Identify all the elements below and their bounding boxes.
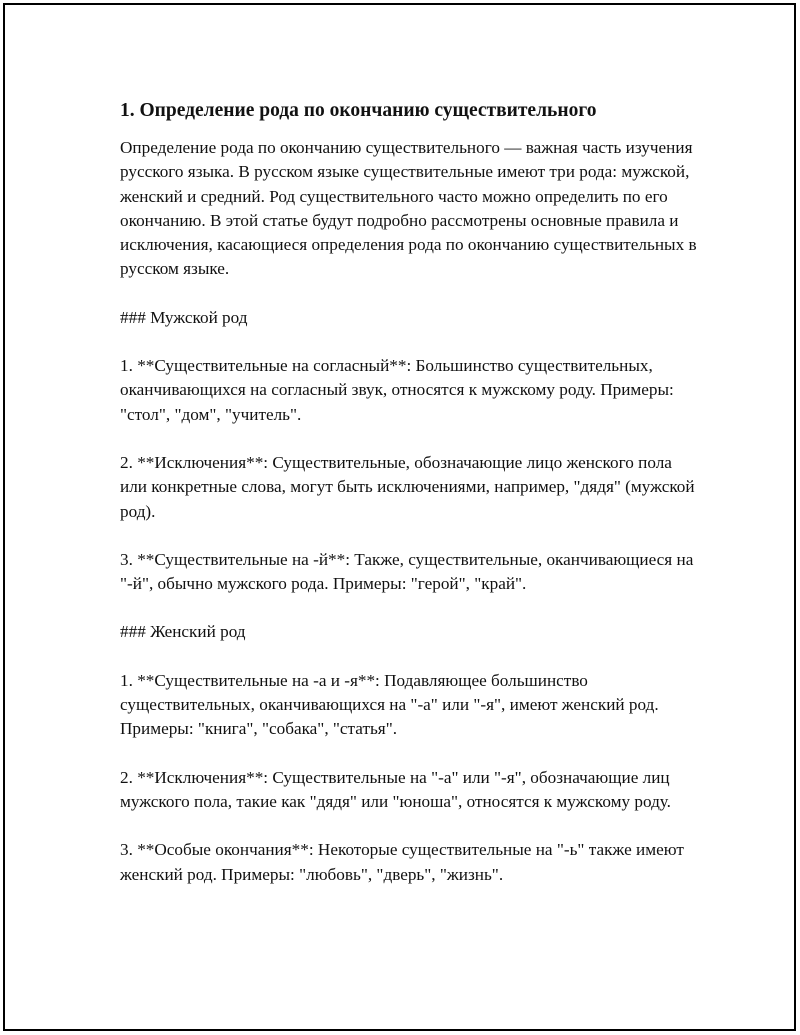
list-item-feminine-1: 1. **Существительные на -а и -я**: Подавляющее большинство существительных, оканчивающихся на "-а" или "-я", имеют женский род. Примеры: "книга", "собака", "статья".	[120, 670, 659, 739]
section-heading-feminine: ### Женский род	[120, 622, 246, 642]
list-item-feminine-2: 2. **Исключения**: Существительные на "-а" или "-я", обозначающие лиц мужского пола, такие как "дядя" или "юноша", относятся к мужскому роду.	[120, 767, 671, 811]
section-heading-masculine: ### Мужской род	[120, 307, 248, 327]
list-item-masculine-2: 2. **Исключения**: Существительные, обозначающие лицо женского пола или конкретные слова, могут быть исключениями, например, "дядя" (мужской род).	[120, 452, 695, 521]
document-title: 1. Определение рода по окончанию существительного	[120, 100, 597, 121]
intro-paragraph: Определение рода по окончанию существительного — важная часть изучения русского языка. В русском языке существительные имеют три рода: мужской, женский и средний. Род существительного часто можно определить по его окончанию. В этой статье будут подробно рассмотрены основные правила и исключения, касающиеся определения рода по окончанию существительных в русском языке.	[120, 138, 697, 279]
document-content	[120, 98, 700, 887]
list-item-masculine-1: 1. **Существительные на согласный**: Большинство существительных, оканчивающихся на согласный звук, относятся к мужскому роду. Примеры: "стол", "дом", "учитель".	[120, 356, 674, 424]
list-item-masculine-3: 3. **Существительные на -й**: Также, существительные, оканчивающиеся на "-й", обычно мужского рода. Примеры: "герой", "край".	[120, 549, 694, 594]
document-page	[3, 3, 796, 1031]
list-item-feminine-3: 3. **Особые окончания**: Некоторые существительные на "-ь" также имеют женский род. Примеры: "любовь", "дверь", "жизнь".	[120, 840, 684, 884]
